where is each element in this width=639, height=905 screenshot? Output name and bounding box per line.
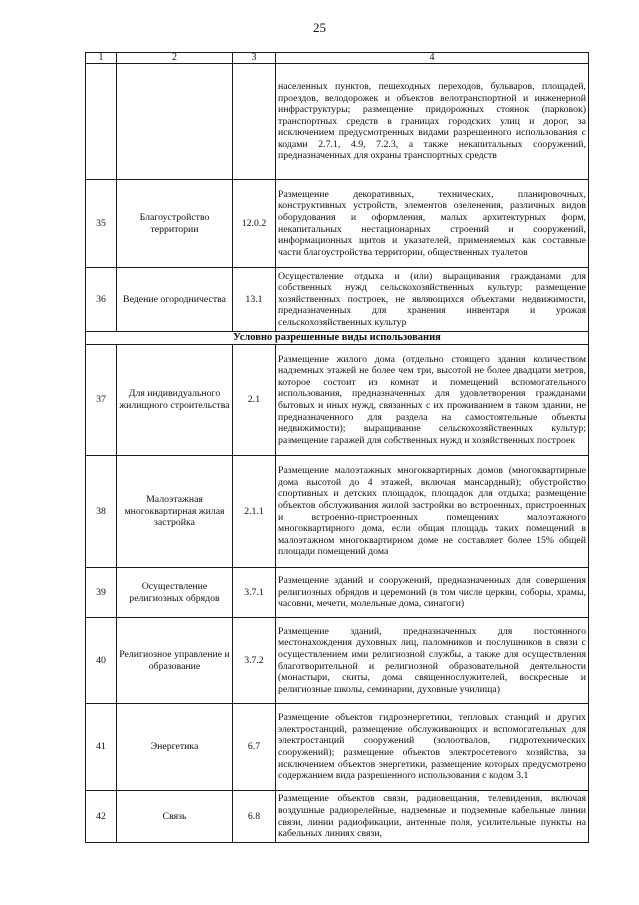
table-row [86,345,589,456]
row-number: 39 [86,568,117,618]
use-name: Благоустройство территории [117,180,233,268]
use-code: 6.8 [233,791,276,843]
table-row [86,456,589,568]
use-description: населенных пунктов, пешеходных переходов, бульваров, площадей, проездов, велодорожек и объектов велотранспортной и инженерной инфраструктуры; размещение придорожных стоянок (парковок) транспортных средств в границах городских улиц и дорог, за исключением предусмотренных видами разрешенного использования с кодами 2.7.1, 4.9, 7.2.3, а также некапитальных сооружений, предназначенных для охраны транспортных средств [276,64,589,180]
table-row [86,64,589,180]
section-header-row [86,332,589,345]
row-number: 37 [86,345,117,456]
table-row [86,268,589,332]
use-description: Размещение зданий и сооружений, предназначенных для совершения религиозных обрядов и церемоний (в том числе церкви, соборы, храмы, часовни, мечети, молельные дома, синагоги) [276,568,589,618]
use-name: Энергетика [117,704,233,791]
row-number: 38 [86,456,117,568]
use-code: 2.1 [233,345,276,456]
row-number: 42 [86,791,117,843]
use-name: Малоэтажная многоквартирная жилая застройка [117,456,233,568]
table-header-row [86,53,589,64]
header-cell: 4 [276,53,589,64]
use-code [233,64,276,180]
use-name: Связь [117,791,233,843]
use-code: 12.0.2 [233,180,276,268]
table-row [86,568,589,618]
use-code: 3.7.2 [233,618,276,704]
use-name: Ведение огородничества [117,268,233,332]
use-name: Религиозное управление и образование [117,618,233,704]
header-cell: 2 [117,53,233,64]
table-row [86,180,589,268]
header-cell: 1 [86,53,117,64]
use-code: 6.7 [233,704,276,791]
use-code: 3.7.1 [233,568,276,618]
use-name [117,64,233,180]
row-number: 40 [86,618,117,704]
table-row [86,704,589,791]
row-number: 41 [86,704,117,791]
row-number: 35 [86,180,117,268]
land-use-table [85,52,589,843]
page-number: 25 [313,20,326,35]
use-description: Размещение малоэтажных многоквартирных домов (многоквартирные дома высотой до 4 этажей, включая мансардный); обустройство спортивных и детских площадок, площадок для отдыха; размещение объектов обслуживания жилой застройки во встроенных, пристроенных и встроенно-пристроенных помещениях малоэтажного многоквартирного дома, если общая площадь таких помещений в малоэтажном многоквартирном доме не составляет более 15% общей площади помещений дома [276,456,589,568]
use-code: 13.1 [233,268,276,332]
table-row [86,791,589,843]
use-description: Размещение декоративных, технических, планировочных, конструктивных устройств, элементов озеленения, различных видов оборудования и оформления, малых архитектурных форм, некапитальных нестационарных строений и сооружений, информационных щитов и указателей, применяемых как составные части благоустройства территории, общественных туалетов [276,180,589,268]
use-description: Осуществление отдыха и (или) выращивания гражданами для собственных нужд сельскохозяйственных культур; размещение хозяйственных построек, не являющихся объектами недвижимости, предназначенных для хранения инвентаря и урожая сельскохозяйственных культур [276,268,589,332]
row-number: 36 [86,268,117,332]
section-title: Условно разрешенные виды использования [86,332,589,345]
use-description: Размещение объектов связи, радиовещания, телевидения, включая воздушные радиорелейные, надземные и подземные кабельные линии связи, линии радиофикации, антенные поля, усилительные пункты на кабельных линиях связи, [276,791,589,843]
table-row [86,618,589,704]
header-cell: 3 [233,53,276,64]
use-name: Осуществление религиозных обрядов [117,568,233,618]
use-code: 2.1.1 [233,456,276,568]
use-description: Размещение жилого дома (отдельно стоящего здания количеством надземных этажей не более чем три, высотой не более двадцати метров, которое состоит из комнат и помещений вспомогательного использования, предназначенных для удовлетворения гражданами бытовых и иных нужд, связанных с их проживанием в таком здании, не предназначенного для раздела на самостоятельные объекты недвижимости); выращивание сельскохозяйственных культур; размещение гаражей для собственных нужд и хозяйственных построек [276,345,589,456]
use-description: Размещение зданий, предназначенных для постоянного местонахождения духовных лиц, паломников и послушников в связи с осуществлением ими религиозной службы, а также для осуществления благотворительной и религиозной образовательной деятельности (монастыри, скиты, дома священнослужителей, воскресные и религиозные школы, семинарии, духовные училища) [276,618,589,704]
use-description: Размещение объектов гидроэнергетики, тепловых станций и других электростанций, размещение обслуживающих и вспомогательных для электростанций сооружений (золоотвалов, гидротехнических сооружений); размещение объектов электросетевого хозяйства, за исключением объектов энергетики, размещение которых предусмотрено содержанием вида разрешенного использования с кодом 3.1 [276,704,589,791]
use-name: Для индивидуального жилищного строительства [117,345,233,456]
row-number [86,64,117,180]
